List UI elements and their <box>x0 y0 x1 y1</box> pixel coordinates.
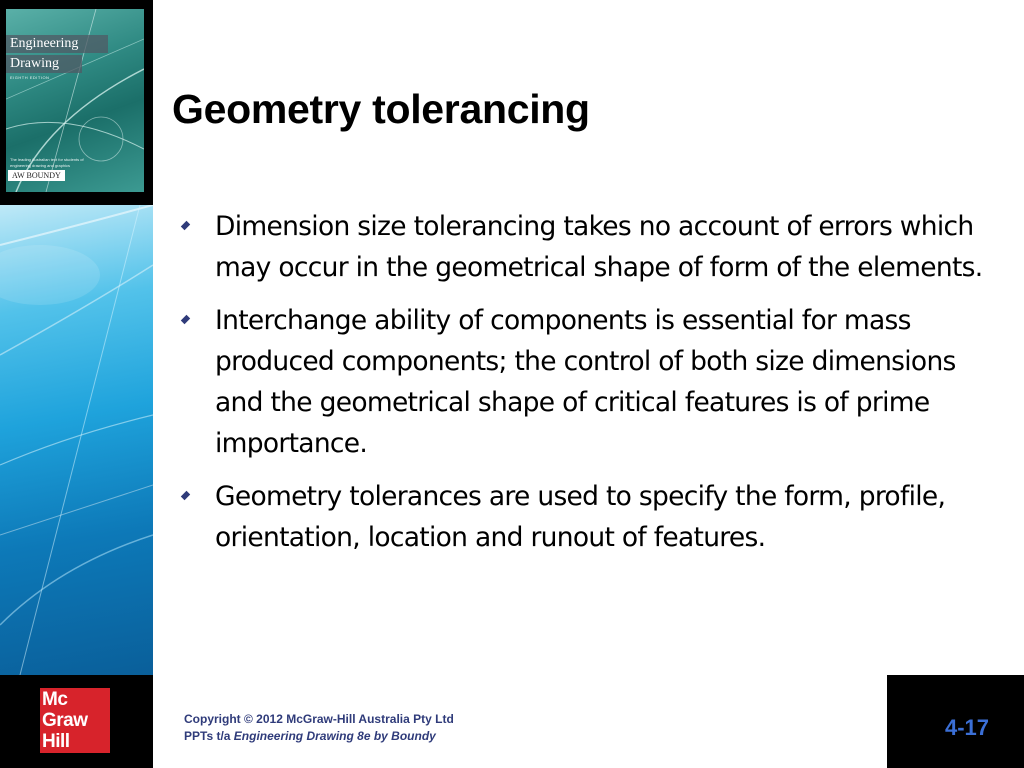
publisher-logo-area <box>0 675 153 768</box>
decorative-lines <box>0 205 153 675</box>
mcgraw-hill-logo <box>40 688 110 753</box>
logo-text-line3: Hill <box>42 731 70 752</box>
book-edition: EIGHTH EDITION <box>10 75 50 80</box>
book-cover <box>6 9 144 192</box>
logo-text-line2: Graw <box>42 710 88 731</box>
copyright-notice <box>184 711 454 745</box>
bullet-item <box>182 206 1002 288</box>
ppt-book-title: Engineering Drawing 8e by Boundy <box>233 729 436 743</box>
diamond-bullet-icon <box>181 221 190 230</box>
bullet-list <box>182 206 1002 570</box>
diamond-bullet-icon <box>181 315 190 324</box>
slide-title: Geometry tolerancing <box>172 86 590 132</box>
left-decoration-band <box>0 0 153 675</box>
copyright-line: Copyright © 2012 McGraw-Hill Australia Pty Ltd <box>184 712 454 726</box>
ppt-prefix: PPTs t/a <box>184 729 234 743</box>
logo-text-line1: Mc <box>42 689 68 710</box>
page-number-box <box>887 675 1024 768</box>
page-number: 4-17 <box>945 715 990 740</box>
book-title-line2: Drawing <box>6 55 82 73</box>
bullet-text: Dimension size tolerancing takes no account of errors which may occur in the geometrical shape of form of the elements. <box>215 211 983 283</box>
book-tagline: The leading Australian text for students of engineering drawing and graphics <box>10 157 84 168</box>
bullet-text: Geometry tolerances are used to specify the form, profile, orientation, location and runout of features. <box>215 481 946 553</box>
footer-bar <box>0 675 1024 768</box>
bullet-item <box>182 476 1002 558</box>
diamond-bullet-icon <box>181 491 190 500</box>
ppt-credit-line <box>184 728 454 745</box>
book-author: AW BOUNDY <box>8 170 65 181</box>
decorative-blue-image <box>0 205 153 675</box>
book-cover-frame <box>0 0 153 205</box>
book-title-line1: Engineering <box>6 35 108 53</box>
bullet-text: Interchange ability of components is essential for mass produced components; the control of both size dimensions and the geometrical shape of critical features is of prime importance. <box>215 305 956 459</box>
bullet-item <box>182 300 1002 464</box>
